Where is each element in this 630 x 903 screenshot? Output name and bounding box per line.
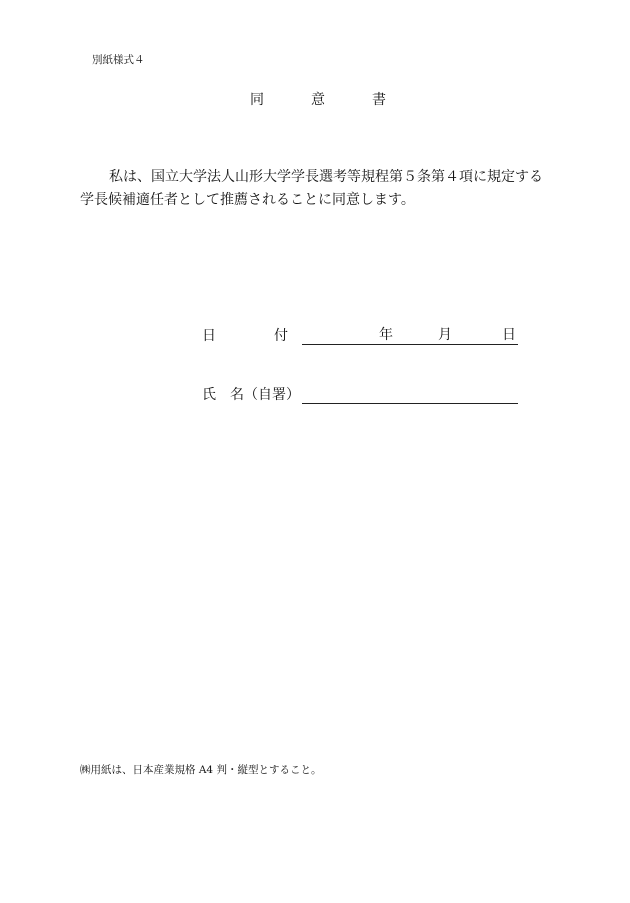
- title-char-1: 同: [250, 92, 264, 108]
- document-title: [250, 89, 386, 109]
- date-row: [202, 325, 518, 345]
- title-char-3: 書: [372, 92, 386, 108]
- date-label-char-2: 付: [274, 328, 288, 344]
- footnote: ㈱用紙は、日本産業規格 A4 判・縦型とすること。: [80, 764, 322, 776]
- name-row: [202, 384, 518, 404]
- title-char-2: 意: [311, 92, 325, 108]
- month-unit: 月: [438, 327, 452, 343]
- year-unit: 年: [379, 327, 393, 343]
- date-field[interactable]: [302, 327, 518, 345]
- date-label-char-1: 日: [202, 328, 216, 344]
- date-label: [202, 325, 302, 345]
- name-label: 氏 名（自署）: [202, 387, 300, 403]
- signature-field[interactable]: [302, 386, 518, 404]
- form-number: 別紙様式４: [92, 54, 145, 66]
- consent-statement: 私は、国立大学法人山形大学学長選考等規程第５条第４項に規定する学長候補適任者として推薦されることに同意します。: [80, 169, 543, 208]
- day-unit: 日: [502, 327, 516, 343]
